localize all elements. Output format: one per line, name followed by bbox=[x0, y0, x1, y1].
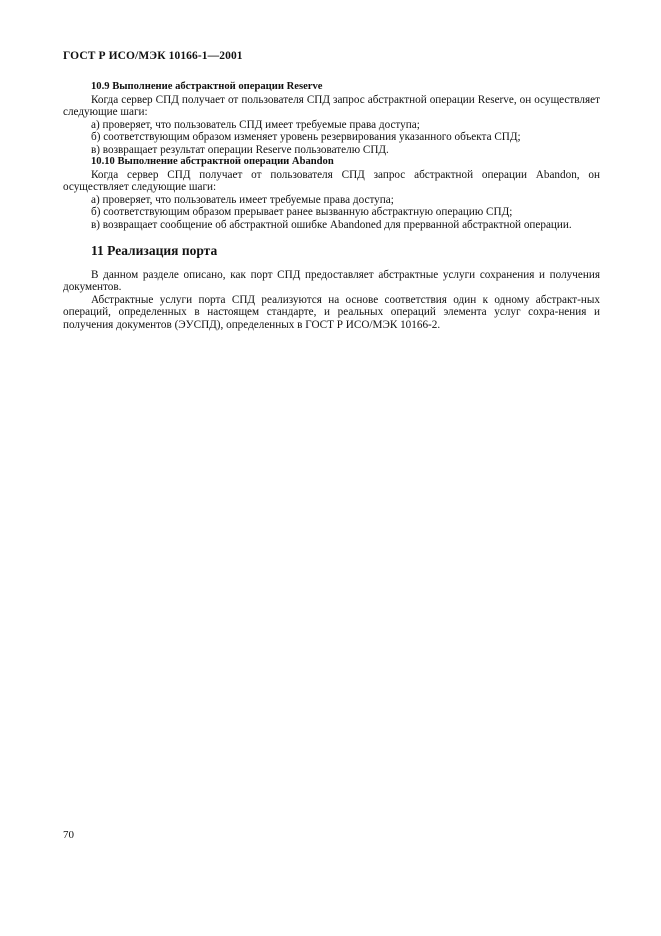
list-item: а) проверяет, что пользователь имеет требуемые права доступа; bbox=[91, 193, 394, 206]
subsection-title-10-10: 10.10 Выполнение абстрактной операции Abandon bbox=[91, 156, 334, 167]
paragraph-10-10-intro: Когда сервер СПД получает от пользователя СПД запрос абстрактной операции Abandon, он осуществляет следующие шаги: bbox=[63, 168, 600, 193]
page-content bbox=[63, 81, 600, 331]
section-title-11: 11 Реализация порта bbox=[91, 243, 218, 258]
list-item: в) возвращает результат операции Reserve пользователю СПД. bbox=[91, 143, 389, 156]
list-item: в) возвращает сообщение об абстрактной ошибке Abandoned для прерванной абстрактной операции. bbox=[91, 218, 572, 231]
list-item: а) проверяет, что пользователь СПД имеет требуемые права доступа; bbox=[91, 118, 420, 131]
list-item: б) соответствующим образом изменяет уровень резервирования указанного объекта СПД; bbox=[91, 131, 521, 143]
paragraph: Абстрактные услуги порта СПД реализуются на основе соответствия один к одному абстракт-ных операций, определенных в настоящем стандарте, и реальных операций элемента услуг сохра-нения и получения документов (ЭУСПД), определенных в ГОСТ Р ИСО/МЭК 10166-2. bbox=[63, 293, 600, 331]
page-number: 70 bbox=[63, 829, 74, 841]
list-item: б) соответствующим образом прерывает ранее вызванную абстрактную операцию СПД; bbox=[91, 206, 513, 218]
paragraph: В данном разделе описано, как порт СПД предоставляет абстрактные услуги сохранения и получения документов. bbox=[63, 268, 600, 293]
subsection-title-10-9: 10.9 Выполнение абстрактной операции Reserve bbox=[91, 81, 323, 92]
document-header: ГОСТ Р ИСО/МЭК 10166-1—2001 bbox=[63, 50, 243, 62]
paragraph-10-9-intro: Когда сервер СПД получает от пользователя СПД запрос абстрактной операции Reserve, он осуществляет следующие шаги: bbox=[63, 93, 600, 118]
